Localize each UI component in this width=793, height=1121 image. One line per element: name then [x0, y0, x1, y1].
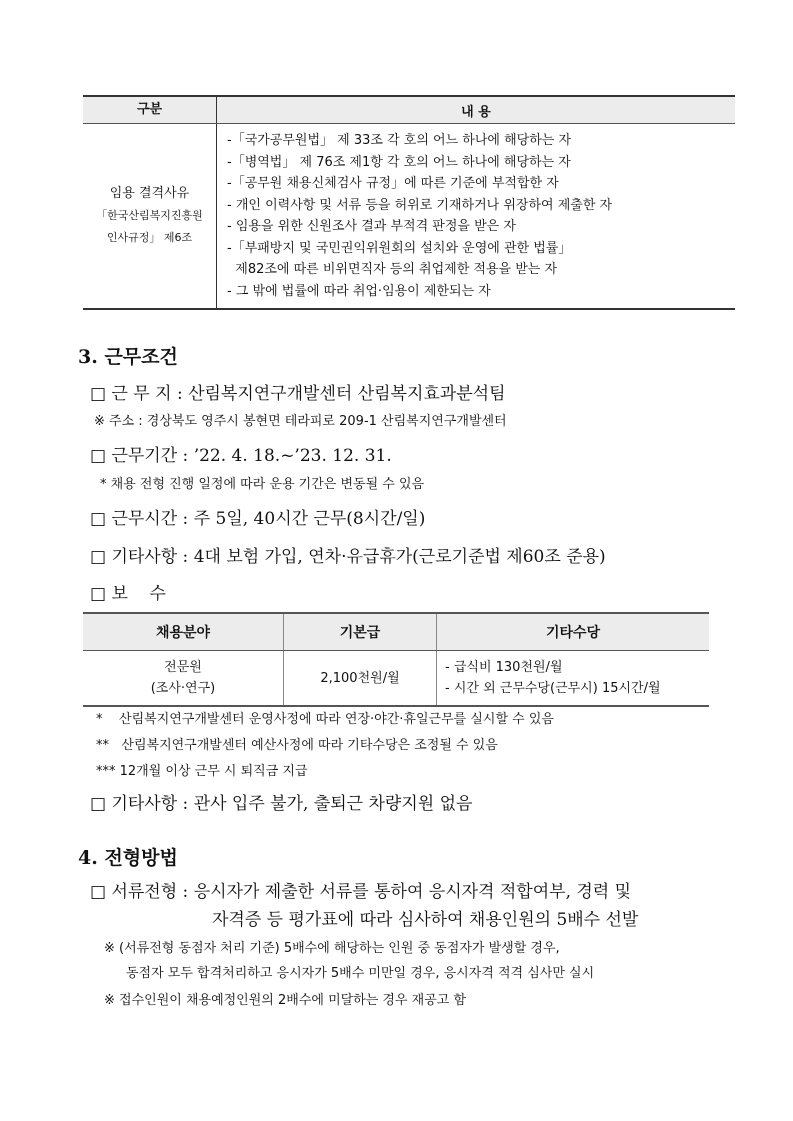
- work-hours: □ 근무시간 : 주 5일, 40시간 근무(8시간/일): [90, 509, 426, 529]
- field-sub: (조사·연구): [150, 681, 216, 696]
- allowance-cell: [437, 651, 710, 707]
- readvertise-note: ※ 접수인원이 채용예정인원의 2배수에 미달하는 경우 재공고 함: [104, 993, 467, 1008]
- document-screening: □ 서류전형 : 응시자가 제출한 서류를 통하여 응시자격 적합여부, 경력 및: [90, 882, 632, 902]
- header-base: 기본급: [284, 613, 437, 651]
- period-note: * 채용 전형 진행 일정에 따라 운용 기간은 변동될 수 있음: [100, 477, 425, 492]
- content-line: -「국가공무원법」 제 33조 각 호의 어느 하나에 해당하는 자: [227, 133, 572, 148]
- header-field: 채용분야: [83, 613, 284, 651]
- header-content: 내 용: [217, 96, 736, 124]
- other-matters-2: □ 기타사항 : 관사 입주 불가, 출퇴근 차량지원 없음: [90, 794, 473, 814]
- pay-label: □ 보 수: [90, 584, 166, 604]
- document-screening-cont: 자격증 등 평가표에 따라 심사하여 채용인원의 5배수 선발: [212, 910, 639, 930]
- section4-heading: 4. 전형방법: [78, 847, 178, 869]
- content-line: -「부패방지 및 국민권익위원회의 설치와 운영에 관한 법률」: [227, 240, 572, 256]
- content-line: - 개인 이력사항 및 서류 등을 허위로 기재하거나 위장하여 제출한 자: [227, 197, 613, 213]
- content-cell: [217, 124, 736, 310]
- content-line: 제82조에 따른 비위면직자 등의 취업제한 적용을 받는 자: [227, 262, 558, 277]
- category-sub: 「한국산림복지진흥원: [96, 209, 203, 222]
- content-line: - 그 밖에 법률에 따라 취업·임용이 제한되는 자: [227, 283, 491, 299]
- disqualification-table: [83, 95, 735, 310]
- content-line: -「병역법」 제 76조 제1항 각 호의 어느 하나에 해당하는 자: [227, 154, 571, 170]
- allowance-line: - 시간 외 근무수당(근무시) 15시간/월: [445, 681, 661, 696]
- header-category: 구분: [83, 96, 217, 124]
- header-allowance: 기타수당: [437, 613, 710, 651]
- work-period: □ 근무기간 : ’22. 4. 18.~’23. 12. 31.: [90, 446, 392, 466]
- category-sub: 인사규정」 제6조: [106, 231, 193, 244]
- screening-note-cont: 동점자 모두 합격처리하고 응시자가 5배수 미만일 경우, 응시자격 적격 심사만 실시: [126, 966, 595, 981]
- content-line: - 임용을 위한 신원조사 결과 부적격 판정을 받은 자: [227, 219, 516, 234]
- address-note: ※ 주소 : 경상북도 영주시 봉현면 테라피로 209-1 산림복지연구개발센터: [94, 414, 507, 429]
- base-pay-cell: 2,100천원/월: [284, 651, 437, 707]
- pay-table: [83, 612, 709, 707]
- pay-note: *** 12개월 이상 근무 시 퇴직금 지급: [96, 764, 308, 779]
- section3-heading: 3. 근무조건: [78, 346, 178, 368]
- pay-note: * 산림복지연구개발센터 운영사정에 따라 연장·야간·휴일근무를 실시할 수 있음: [96, 712, 554, 727]
- field-name: 전문원: [164, 660, 202, 675]
- screening-note: ※ (서류전형 동점자 처리 기준) 5배수에 해당하는 인원 중 동점자가 발생할 경우,: [104, 941, 560, 956]
- work-location: □ 근 무 지 : 산림복지연구개발센터 산림복지효과분석팀: [90, 384, 506, 404]
- category-cell: [83, 124, 217, 310]
- content-line: -「공무원 채용신체검사 규정」에 따른 기준에 부적합한 자: [227, 176, 559, 191]
- category-title: 임용 결격사유: [109, 186, 190, 201]
- pay-note: ** 산림복지연구개발센터 예산사정에 따라 기타수당은 조정될 수 있음: [96, 738, 498, 753]
- field-cell: [83, 651, 284, 707]
- allowance-line: - 급식비 130천원/월: [445, 660, 563, 675]
- other-matters: □ 기타사항 : 4대 보험 가입, 연차·유급휴가(근로기준법 제60조 준용): [90, 547, 606, 567]
